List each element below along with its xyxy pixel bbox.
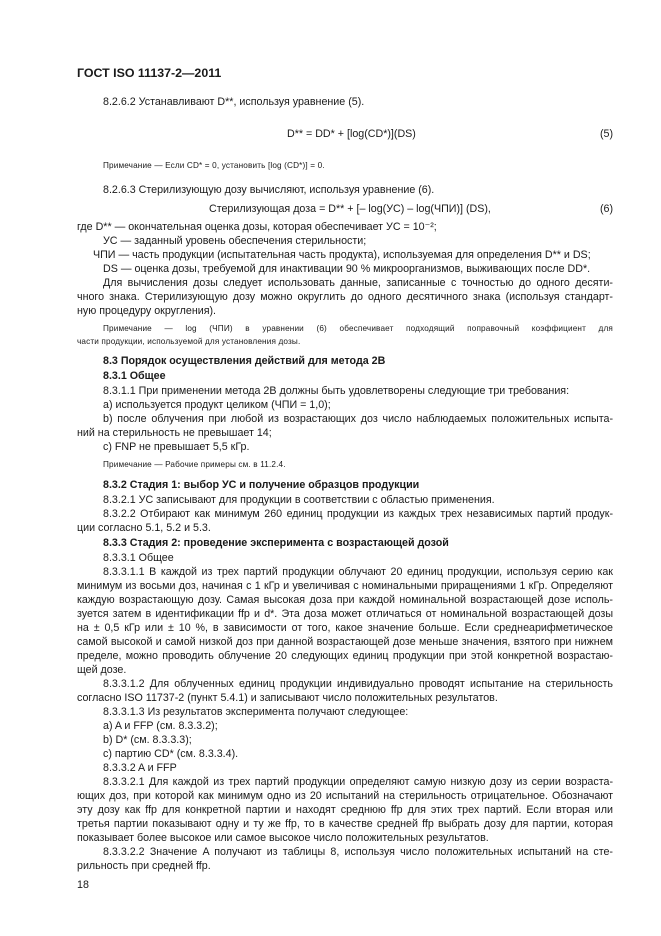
equation-5-number: (5) xyxy=(599,128,613,140)
clause-8-2-6-2: 8.2.6.2 Устанавливают D**, используя уравнение (5). xyxy=(103,96,365,108)
para-2-line-4: зуется затем в идентификации ffp и d*. Эта доза может отличаться от номинальной возрастающей дозы xyxy=(77,608,613,620)
note-1: Примечание — Если CD* = 0, установить [log (CD*)] = 0. xyxy=(103,161,325,170)
page-number: 18 xyxy=(77,879,89,891)
definition-d: где D** — окончательная оценка дозы, которая обеспечивает УС = 10⁻²; xyxy=(77,221,437,233)
definition-us: УС — заданный уровень обеспечения стерильности; xyxy=(103,235,367,247)
para-1-line-3: ную процедуру округления). xyxy=(77,305,217,317)
para-6-line-2: рильность при средней ffp. xyxy=(77,860,211,872)
clause-8-3-3-2: 8.3.3.2 A и FFP xyxy=(103,762,177,774)
clause-8-3-2-1: 8.3.2.1 УС записывают для продукции в соответствии с областью применения. xyxy=(103,494,495,506)
para-1-line-1: Для вычисления дозы следует использовать данные, записанные с точностью до одного десяти- xyxy=(103,277,613,289)
clause-8-3-3-1-3: 8.3.3.1.3 Из результатов эксперимента получают следующее: xyxy=(103,706,409,718)
requirement-b-line-2: ний на стерильность не превышает 14; xyxy=(77,427,272,439)
note-2-line-1: Примечание — log (ЧПИ) в уравнении (6) обеспечивает подходящий поправочный коэффициент для xyxy=(103,324,613,333)
para-2-line-1: 8.3.3.1.1 В каждой из трех партий продукции облучают 20 единиц продукции, используя серию как xyxy=(103,566,613,578)
definition-ds: DS — оценка дозы, требуемой для инактивации 90 % микроорганизмов, выживающих после DD*. xyxy=(103,263,591,275)
clause-8-3-2-2-line-2: ции согласно 5.1, 5.2 и 5.3. xyxy=(77,522,211,534)
heading-8-3-1: 8.3.1 Общее xyxy=(103,370,166,382)
para-2-line-8: щей дозе. xyxy=(77,664,127,676)
note-3: Примечание — Рабочие примеры см. в 11.2.4. xyxy=(103,460,286,469)
note-2-line-2: части продукции, используемой для установления дозы. xyxy=(77,337,301,346)
definition-chpi: ЧПИ — часть продукции (испытательная часть продукта), используемая для определения D** и DS; xyxy=(93,249,591,261)
para-2-line-6: самой высокой и самой низкой доз при данной возрастающей дозе меньше значения, взятого при нижнем xyxy=(77,636,613,648)
para-5-line-2: ющих доз, при которой как минимум одно из 20 испытаний на стерильность отрицательное. Обозначают xyxy=(77,790,613,802)
doc-header: ГОСТ ISO 11137-2—2011 xyxy=(77,66,222,80)
requirement-c: c) FNP не превышает 5,5 кГр. xyxy=(103,441,250,453)
para-3-line-1: 8.3.3.1.2 Для облученных единиц продукции индивидуально проводят испытание на стерильность xyxy=(103,678,613,690)
clause-8-2-6-3: 8.2.6.3 Стерилизующую дозу вычисляют, используя уравнение (6). xyxy=(103,184,435,196)
result-c: c) партию CD* (см. 8.3.3.4). xyxy=(103,748,239,760)
clause-8-3-2-2-line-1: 8.3.2.2 Отбирают как минимум 260 единиц продукции из каждых трех независимых партий продук- xyxy=(103,508,613,520)
clause-8-3-3-1: 8.3.3.1 Общее xyxy=(103,552,174,564)
para-1-line-2: чного знака. Стерилизующую дозу можно округлить до одного десятичного знака (используя стандарт- xyxy=(77,291,613,303)
clause-8-3-1-1: 8.3.1.1 При применении метода 2В должны быть удовлетворены следующие три требования: xyxy=(103,385,570,397)
requirement-a: a) используется продукт целиком (ЧПИ = 1,0); xyxy=(103,399,331,411)
para-3-line-2: согласно ISO 11737-2 (пункт 5.4.1) и записывают число положительных результатов. xyxy=(77,692,498,704)
result-b: b) D* (см. 8.3.3.3); xyxy=(103,734,192,746)
requirement-b-line-1: b) после облучения при любой из возрастающих доз число наблюдаемых положительных испыта- xyxy=(103,413,613,425)
para-5-line-3: эту дозу как ffp для конкретной партии и находят среднюю ffp для этих трех партий. Если вторая или xyxy=(77,804,613,816)
para-2-line-2: минимум из восьми доз, начиная с 1 кГр и увеличивая с номинальными приращениями 1 кГр. Определяют xyxy=(77,580,613,592)
heading-8-3-2: 8.3.2 Стадия 1: выбор УС и получение образцов продукции xyxy=(103,479,420,491)
equation-6: Стерилизующая доза = D** + [– log(УС) – log(ЧПИ)] (DS), xyxy=(209,203,491,215)
para-6-line-1: 8.3.3.2.2 Значение A получают из таблицы 8, используя число положительных испытаний на сте- xyxy=(103,846,613,858)
para-2-line-5: на ± 0,5 кГр или ± 10 %, в зависимости от того, какое значение больше. Если среднеарифметическое xyxy=(77,622,613,634)
para-2-line-3: каждую возрастающую дозу. Самая высокая доза при каждой номинальной возрастающей дозе исполь- xyxy=(77,594,613,606)
heading-8-3-3: 8.3.3 Стадия 2: проведение эксперимента с возрастающей дозой xyxy=(103,537,449,549)
equation-6-number: (6) xyxy=(599,203,613,215)
heading-8-3: 8.3 Порядок осуществления действий для метода 2В xyxy=(103,355,386,367)
para-5-line-4: третья партии показывают одну и ту же ffp, то в качестве средней ffp выбрать дозу для партии, которая xyxy=(77,818,613,830)
para-5-line-5: показывает более высокое или самое высокое число положительных результатов. xyxy=(77,832,489,844)
result-a: a) A и FFP (см. 8.3.3.2); xyxy=(103,720,218,732)
para-2-line-7: пределе, можно проводить облучение 20 следующих единиц продукции при этой конкретной возрастаю- xyxy=(77,650,613,662)
para-5-line-1: 8.3.3.2.1 Для каждой из трех партий продукции определяют самую низкую дозу из серии возраста- xyxy=(103,776,613,788)
equation-5: D** = DD* + [log(CD*)](DS) xyxy=(287,128,416,140)
